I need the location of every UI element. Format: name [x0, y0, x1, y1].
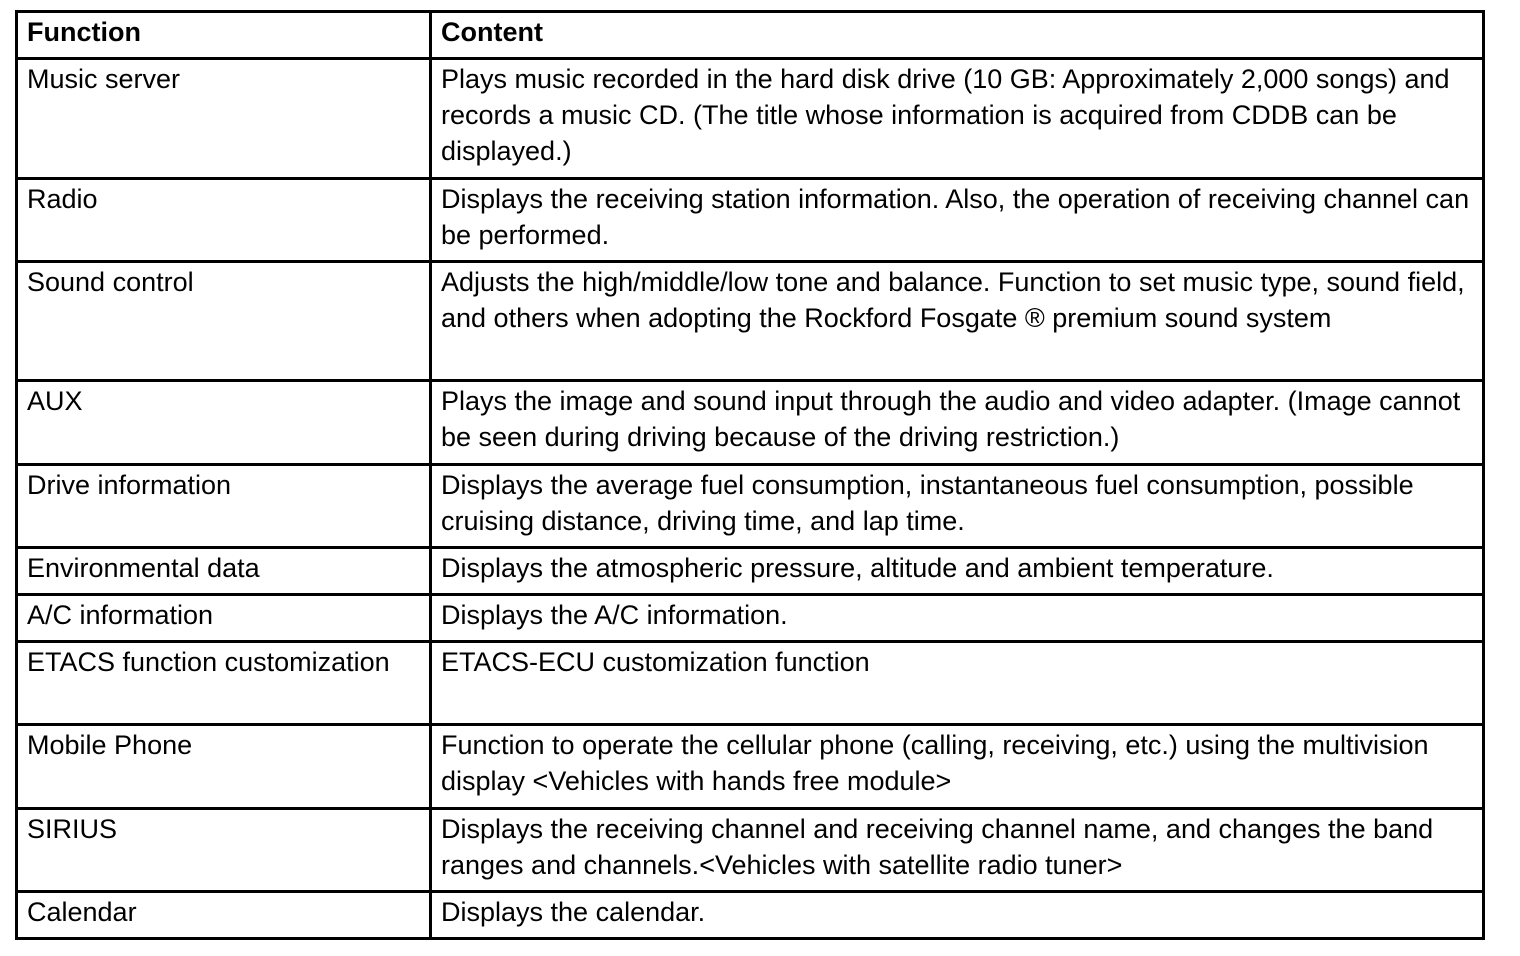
content-cell: Plays music recorded in the hard disk drive (10 GB: Approximately 2,000 songs) and records a music CD. (The title whose information is acquired from CDDB can be displayed.) — [431, 59, 1484, 179]
content-cell: Adjusts the high/middle/low tone and balance. Function to set music type, sound field, and others when adopting the Rockford Fosgate ® premium sound system — [431, 262, 1484, 381]
content-cell: Displays the atmospheric pressure, altitude and ambient temperature. — [431, 548, 1484, 595]
content-cell: Displays the receiving channel and receiving channel name, and changes the band ranges and channels.<Vehicles with satellite radio tuner> — [431, 809, 1484, 892]
table-row — [17, 465, 1484, 548]
table-row — [17, 548, 1484, 595]
table-row — [17, 892, 1484, 939]
function-cell: Environmental data — [17, 548, 431, 595]
content-cell: Displays the average fuel consumption, instantaneous fuel consumption, possible cruising distance, driving time, and lap time. — [431, 465, 1484, 548]
header-function: Function — [17, 12, 431, 59]
table-row — [17, 381, 1484, 465]
content-cell: ETACS-ECU customization function — [431, 642, 1484, 725]
table-row — [17, 595, 1484, 642]
table-header — [17, 12, 1484, 59]
function-cell: ETACS function customization — [17, 642, 431, 725]
table-row — [17, 262, 1484, 381]
header-row — [17, 12, 1484, 59]
content-cell: Displays the calendar. — [431, 892, 1484, 939]
function-cell: SIRIUS — [17, 809, 431, 892]
function-cell: AUX — [17, 381, 431, 465]
function-content-table — [15, 10, 1485, 940]
table-row — [17, 642, 1484, 725]
header-content: Content — [431, 12, 1484, 59]
table-row — [17, 725, 1484, 809]
function-cell: Sound control — [17, 262, 431, 381]
function-cell: Music server — [17, 59, 431, 179]
function-cell: Drive information — [17, 465, 431, 548]
content-cell: Displays the receiving station information. Also, the operation of receiving channel can be performed. — [431, 179, 1484, 262]
content-cell: Function to operate the cellular phone (calling, receiving, etc.) using the multivision display <Vehicles with hands free module> — [431, 725, 1484, 809]
table-row — [17, 809, 1484, 892]
table-body — [17, 59, 1484, 939]
content-cell: Plays the image and sound input through the audio and video adapter. (Image cannot be seen during driving because of the driving restriction.) — [431, 381, 1484, 465]
function-cell: Radio — [17, 179, 431, 262]
content-cell: Displays the A/C information. — [431, 595, 1484, 642]
function-cell: Calendar — [17, 892, 431, 939]
function-cell: Mobile Phone — [17, 725, 431, 809]
table-row — [17, 59, 1484, 179]
function-cell: A/C information — [17, 595, 431, 642]
table-row — [17, 179, 1484, 262]
